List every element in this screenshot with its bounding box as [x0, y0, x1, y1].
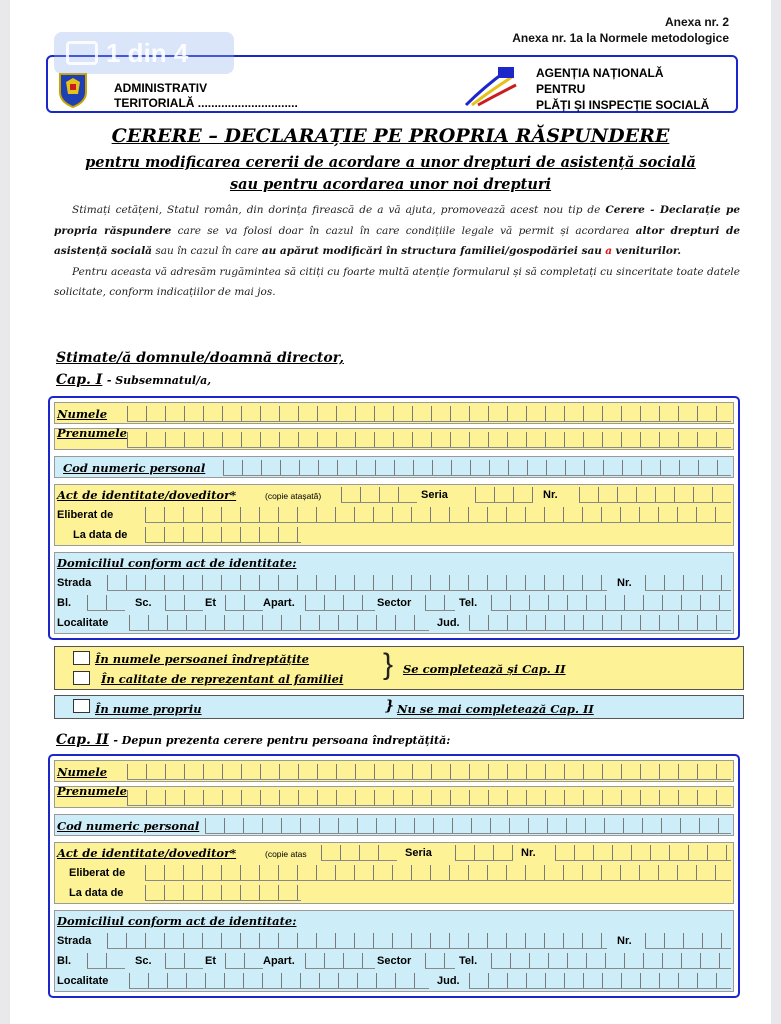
prenume-input-2[interactable]: [127, 790, 731, 806]
nr-input-2[interactable]: [555, 845, 731, 861]
act-type-input[interactable]: [341, 487, 417, 503]
page-thumbnail-icon: [66, 41, 98, 65]
tel-input-2[interactable]: [491, 953, 731, 969]
sector-input-2[interactable]: [425, 953, 455, 969]
bl-input-2[interactable]: [87, 953, 125, 969]
checkbox-reprezentant-familie[interactable]: [73, 671, 90, 685]
row-prenume-2: Prenumele: [54, 786, 734, 808]
form-page: [10, 0, 771, 1024]
jud-input[interactable]: [469, 615, 731, 631]
intro-paragraph-1: Stimați cetățeni, Statul român, din dorința firească de a vă ajuta, promovează acest nou tip de Cerere - Declarație pe propria răspundere care se va folosi doar în cazul în care condițiile legale vă permit și acordarea altor drepturi de asistență socială sau în cazul în care au apărut modificări în structura familiei/gospodăriei sau a veniturilor.: [54, 204, 741, 257]
row-cnp: Cod numeric personal: [54, 456, 734, 478]
nr-input[interactable]: [579, 487, 731, 503]
annex-header: [512, 14, 729, 46]
own-name-option: În nume propriu } Nu se mai completează Cap. II: [54, 695, 744, 719]
apart-input-2[interactable]: [305, 953, 375, 969]
la-data-input[interactable]: [145, 527, 301, 543]
bl-input[interactable]: [87, 595, 125, 611]
nume-input-2[interactable]: [127, 764, 731, 780]
act-type-input-2[interactable]: [321, 845, 397, 861]
sc-input[interactable]: [165, 595, 203, 611]
apart-input[interactable]: [305, 595, 375, 611]
strada-input[interactable]: [107, 575, 607, 591]
cnp-input-2[interactable]: [205, 818, 731, 834]
prenume-input[interactable]: [127, 432, 731, 448]
jud-input-2[interactable]: [469, 973, 731, 989]
greeting: Stimate/ă domnule/doamnă director,: [56, 350, 344, 366]
admin-unit-label: ADMINISTRATIV TERITORIALĂ ..............................: [114, 81, 298, 110]
row-act: Act de identitate/doveditor* (copie atașată) Seria Nr. Eliberat de La data de: [54, 484, 734, 546]
sc-input-2[interactable]: [165, 953, 203, 969]
nume-input[interactable]: [127, 406, 731, 422]
localitate-input-2[interactable]: [129, 973, 429, 989]
seria-input-2[interactable]: [455, 845, 513, 861]
section-cap1: [48, 396, 740, 640]
strada-input-2[interactable]: [107, 933, 607, 949]
intro-paragraph-2: Pentru aceasta vă adresăm rugămintea să citiți cu foarte multă atenție formularul și să completați cu sinceritate toate datele solicitate, conform indicațiilor de mai jos.: [54, 265, 740, 298]
section-cap2: [48, 754, 740, 998]
row-cnp-2: Cod numeric personal: [54, 814, 734, 836]
et-input[interactable]: [225, 595, 263, 611]
checkbox-nume-propriu[interactable]: [73, 699, 90, 713]
sector-input[interactable]: [425, 595, 455, 611]
strada-nr-input[interactable]: [645, 575, 731, 591]
eliberat-input-2[interactable]: [145, 865, 731, 881]
row-act-2: Act de identitate/doveditor* (copie atas Seria Nr. Eliberat de La data de: [54, 842, 734, 904]
page-indicator: 1 din 4: [54, 32, 234, 74]
et-input-2[interactable]: [225, 953, 263, 969]
intro-text: [54, 200, 740, 303]
cnp-input[interactable]: [223, 460, 731, 476]
coat-of-arms-icon: [56, 70, 90, 108]
document-title: CERERE – DECLARAȚIE PE PROPRIA RĂSPUNDERE: [111, 125, 670, 147]
annex-title: Anexa nr. 2: [664, 15, 729, 29]
localitate-input[interactable]: [129, 615, 429, 631]
la-data-input-2[interactable]: [145, 885, 301, 901]
row-nume: Numele: [54, 402, 734, 424]
row-prenume: Prenumele: [54, 428, 734, 450]
cap2-heading: Cap. II - Depun prezenta cerere pentru persoana îndreptățită:: [56, 732, 451, 748]
row-domiciliu: Domiciliul conform act de identitate: Strada Nr. Bl. Sc. Et Apart. Sector Tel. Localitate Jud.: [54, 552, 734, 634]
tel-input[interactable]: [491, 595, 731, 611]
seria-input[interactable]: [475, 487, 533, 503]
document-subtitle: pentru modificarea cererii de acordare a unor drepturi de asistență socială sau pentru acordarea unor noi drepturi: [85, 154, 696, 193]
agency-logo-icon: [462, 65, 520, 109]
eliberat-input[interactable]: [145, 507, 731, 523]
annex-subtitle: Anexa nr. 1a la Normele metodologice: [512, 31, 729, 45]
checkbox-persoana-indreptatita[interactable]: [73, 651, 90, 665]
strada-nr-input-2[interactable]: [645, 933, 731, 949]
row-nume-2: Numele: [54, 760, 734, 782]
brace-small-icon: }: [385, 698, 395, 714]
brace-icon: }: [383, 648, 394, 681]
cap1-heading: Cap. I - Subsemnatul/a,: [56, 372, 212, 388]
representation-options: În numele persoanei îndreptățite În calitate de reprezentant al familiei } Se completează și Cap. II: [54, 646, 744, 690]
row-domiciliu-2: Domiciliul conform act de identitate: Strada Nr. Bl. Sc. Et Apart. Sector Tel. Localitate Jud.: [54, 910, 734, 992]
agency-name: AGENȚIA NAȚIONALĂ PENTRU PLĂȚI ȘI INSPECȚIE SOCIALĂ: [536, 66, 710, 112]
